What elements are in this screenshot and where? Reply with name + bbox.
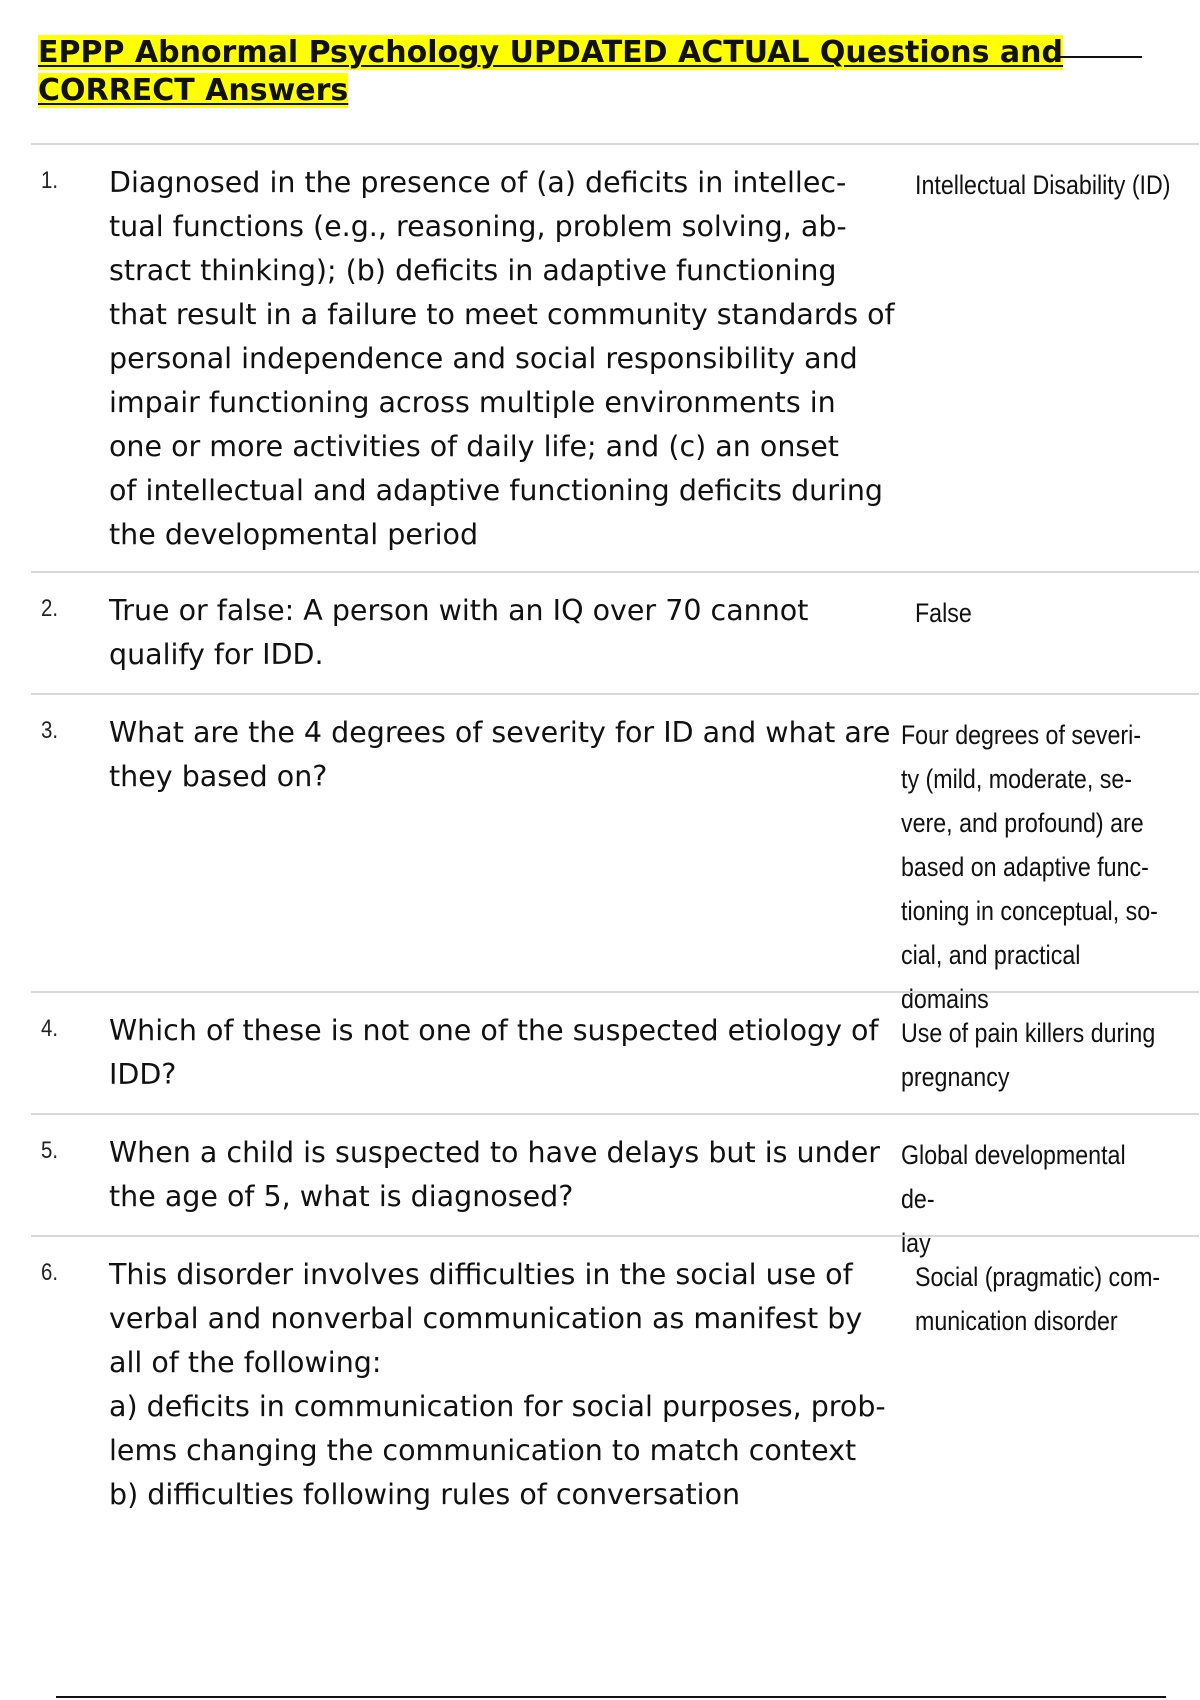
title-rule-divider xyxy=(1060,56,1142,58)
document-title xyxy=(38,34,1138,110)
qa-row-2 xyxy=(31,571,1199,693)
answer-text: Intellectual Disability (ID) xyxy=(915,170,1171,200)
qa-row-6 xyxy=(31,1235,1199,1553)
question-number: 1. xyxy=(41,167,59,194)
question-text: Diagnosed in the presence of (a) deficits in intellec- tual functions (e.g., reasoning, problem solving, ab- stract thinking); (b) deficits in adaptive functioning that result in a failure to meet community standards of personal independence and social responsibility and impair functioning across multiple environments in one or more activities of daily life; and (c) an onset of intellectual and adaptive functioning deficits during the developmental period xyxy=(109,166,895,551)
question-number: 2. xyxy=(41,595,59,622)
question-number: 3. xyxy=(41,717,59,744)
question-text: When a child is suspected to have delays but is under the age of 5, what is diagnosed? xyxy=(109,1136,881,1213)
qa-table xyxy=(31,143,1199,1553)
question-number: 6. xyxy=(41,1259,59,1286)
title-line-2: CORRECT Answers xyxy=(38,73,349,108)
answer-text: Global developmental de- lay xyxy=(901,1140,1126,1258)
qa-row-5 xyxy=(31,1113,1199,1258)
question-text: Which of these is not one of the suspected etiology of IDD? xyxy=(109,1014,879,1091)
title-line-1: EPPP Abnormal Psychology UPDATED ACTUAL Questions and xyxy=(38,35,1063,70)
question-text: What are the 4 degrees of severity for ID and what are they based on? xyxy=(109,716,891,793)
answer-text: False xyxy=(915,598,972,628)
qa-row-3 xyxy=(31,693,1199,1014)
question-text: True or false: A person with an IQ over 70 cannot qualify for IDD. xyxy=(109,594,809,671)
answer-text: Four degrees of severi- ty (mild, moderate, se- vere, and profound) are based on adaptive func- tioning in conceptual, so- cial, and practical domains xyxy=(901,720,1158,1014)
qa-row-1 xyxy=(31,143,1199,571)
question-number: 4. xyxy=(41,1015,59,1042)
page-bottom-rule xyxy=(56,1696,1166,1698)
question-number: 5. xyxy=(41,1137,59,1164)
question-text: This disorder involves difficulties in the social use of verbal and nonverbal communication as manifest by all of the following: a) deficits in communication for social purposes, prob- lems changing the communication to match context b) difficulties following rules of conversation xyxy=(109,1258,886,1511)
qa-row-4 xyxy=(31,991,1199,1113)
answer-text: Social (pragmatic) com- munication disorder xyxy=(915,1262,1161,1336)
answer-text: Use of pain killers during pregnancy xyxy=(901,1018,1156,1092)
